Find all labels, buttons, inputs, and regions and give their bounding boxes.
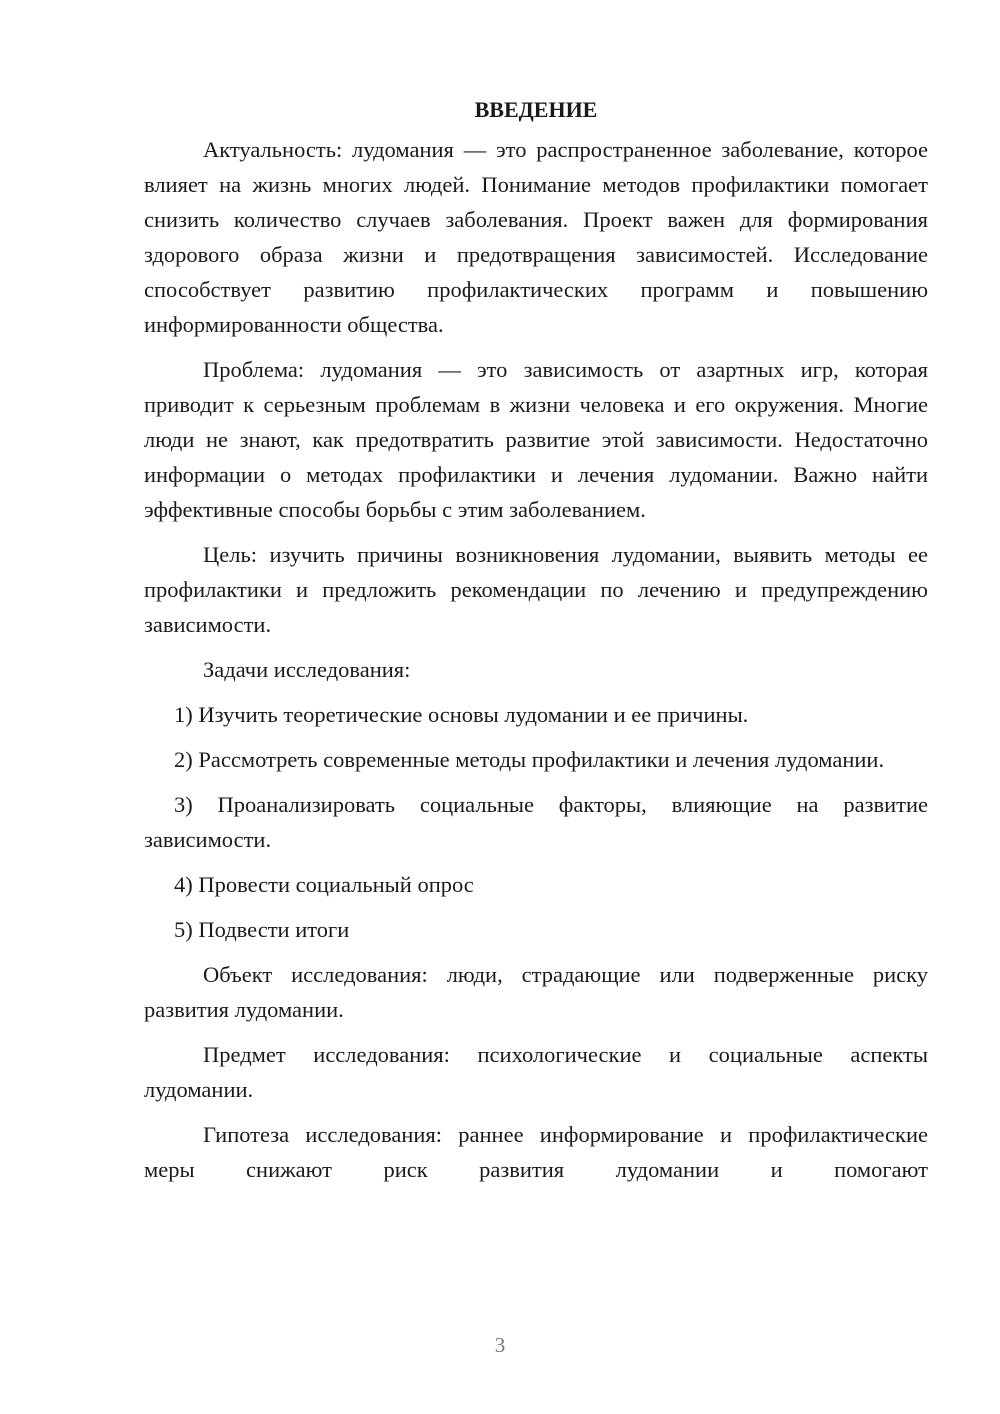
paragraph-relevance: Актуальность: лудомания — это распространенное заболевание, которое влияет на жизнь многих людей. Понимание методов профилактики помогает снизить количество случаев заболевания. Проект важен для формирования здорового образа жизни и предотвращения зависимостей. Исследование способствует развитию профилактических программ и повышению информированности общества.	[144, 137, 928, 337]
task-item-5: 5) Подвести итоги	[174, 917, 350, 942]
task-item-2: 2) Рассмотреть современные методы профилактики и лечения лудомании.	[174, 747, 885, 772]
paragraph-hypothesis: Гипотеза исследования: раннее информирование и профилактические меры снижают риск развития лудомании и помогают	[144, 1122, 928, 1182]
paragraph-goal: Цель: изучить причины возникновения лудомании, выявить методы ее профилактики и предложить рекомендации по лечению и предупреждению зависимости.	[144, 542, 928, 637]
paragraph-tasks-title: Задачи исследования:	[203, 657, 411, 682]
paragraph-object: Объект исследования: люди, страдающие или подверженные риску развития лудомании.	[144, 962, 928, 1022]
paragraph-problem: Проблема: лудомания — это зависимость от азартных игр, которая приводит к серьезным проблемам в жизни человека и его окружения. Многие люди не знают, как предотвратить развитие этой зависимости. Недостаточно информации о методах профилактики и лечения лудомании. Важно найти эффективные способы борьбы с этим заболеванием.	[144, 357, 928, 522]
paragraph-subject: Предмет исследования: психологические и социальные аспекты лудомании.	[144, 1042, 928, 1102]
task-item-4: 4) Провести социальный опрос	[174, 872, 474, 897]
page-number: 3	[494, 1333, 506, 1357]
task-item-3: 3) Проанализировать социальные факторы, влияющие на развитие зависимости.	[144, 792, 928, 852]
document-page	[144, 92, 928, 1197]
section-heading: ВВЕДЕНИЕ	[474, 97, 598, 122]
task-item-1: 1) Изучить теоретические основы лудомании и ее причины.	[174, 702, 749, 727]
